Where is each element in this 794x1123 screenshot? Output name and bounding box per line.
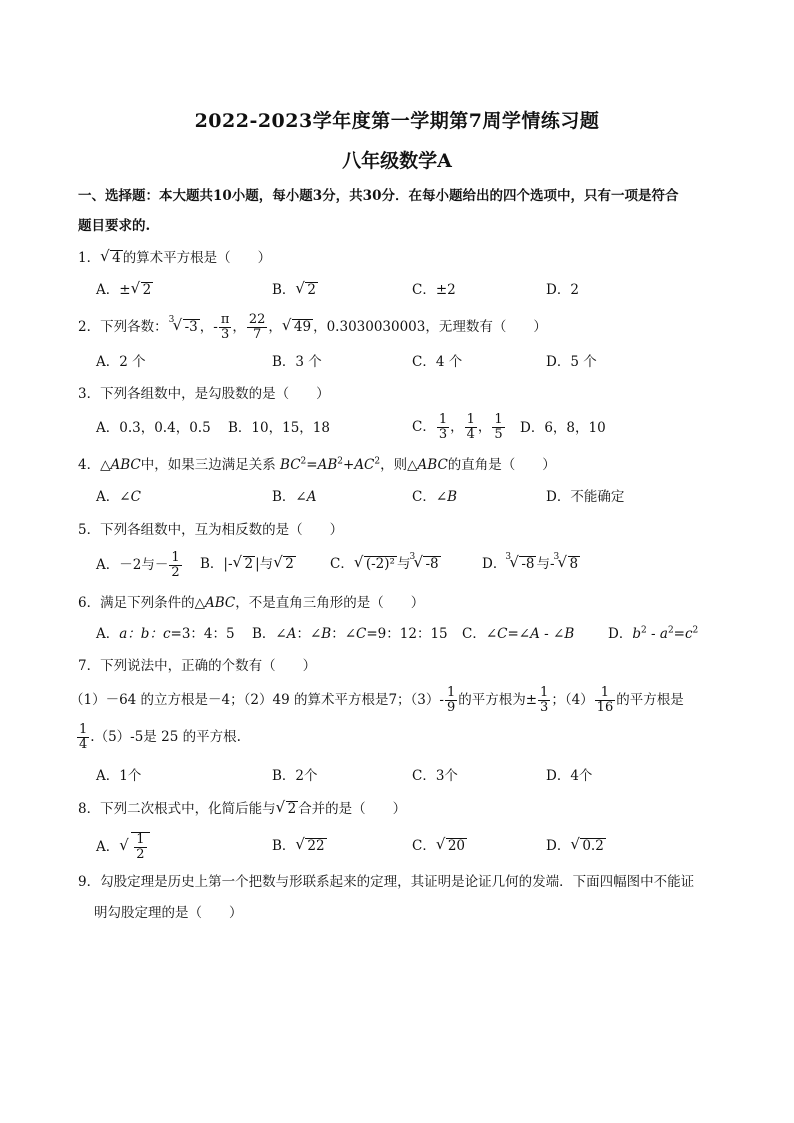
q7-statements-line2: $\frac{1}{4}$ .（5）-5是 25 的平方根. [79,722,241,752]
question-7: 7．下列说法中，正确的个数有（ ） [78,658,317,674]
q4-option-a: A．∠C [96,489,141,505]
q7-option-a: A．1个 [96,768,142,784]
q2-option-d: D．5 个 [546,354,597,370]
q1-number: 1． [78,250,101,266]
q7-option-c: C．3个 [412,768,458,784]
q5-option-c: C．√ (-2)² 与 √ 3 -8 [330,554,441,574]
q3-option-a: A．0.3，0.4，0.5 [96,420,211,436]
question-9-line2: 明勾股定理的是（ ） [94,905,243,921]
q8-option-b: B．√ 22 [272,836,327,856]
q4-option-b: B．∠A [272,489,317,505]
question-5: 5．下列各组数中，互为相反数的是（ ） [78,522,344,538]
q1-option-c: C．±2 [412,282,456,298]
question-3: 3．下列各组数中，是勾股数的是（ ） [78,386,330,402]
q3-option-d: D．6，8，10 [520,420,606,436]
q2-option-c: C．4 个 [412,354,463,370]
page-title: 2022-2023学年度第一学期第7周学情练习题 [194,110,600,132]
page-subtitle: 八年级数学A [342,150,452,172]
q1-option-b: B．√ 2 [272,280,318,300]
q1-option-d: D．2 [546,282,579,298]
q4-option-d: D．不能确定 [546,489,625,505]
q7-option-b: B．2个 [272,768,318,784]
q6-option-c: C．∠C=∠A - ∠B [462,626,575,642]
question-4: 4．△ABC中，如果三边满足关系 $BC^2=AB^2+AC^2$，则△ABC的直角是（ ） [78,456,556,473]
q3-option-c: C． $\frac{1}{3}$ ， $\frac{1}{4}$ ， $\frac{1}{5}$ [412,412,503,442]
question-1 [78,248,271,268]
q2-option-b: B．3 个 [272,354,322,370]
q8-option-d: D．√ 0.2 [546,836,606,856]
q5-option-a: A．－2与－ $\frac{1}{2}$ [96,550,180,580]
q6-option-a: A．a：b：c=3：4：5 [96,626,235,642]
q8-option-a: A． √ $\frac{1}{2}$ [96,828,150,866]
q6-option-d: D．$b^2 - a^2=c^2$ [608,625,699,642]
q5-option-b: B．|-√ 2 |与√ 2 [200,554,296,574]
sqrt-symbol: √ 4 [101,248,123,268]
section-heading-line1: 一、选择题：本大题共10小题，每小题3分，共30分．在每小题给出的四个选项中，只有一项是符合 [78,188,679,204]
fraction-22-7: $\frac{22}{7}$ [248,312,266,342]
q5-option-d: D． √ 3 -8 与- √ 3 8 [482,554,580,574]
fraction-pi-3: $\frac{\pi}{3}$ [220,312,230,342]
q3-option-b: B．10，15，18 [228,420,330,436]
q7-statements-line1: （1）－64 的立方根是－4；（2）49 的算术平方根是7；（3）- $\frac{1}{9}$ 的平方根为± $\frac{1}{3}$ ；（4） $\frac{1}{16}$ 的平方根是 [70,685,684,715]
q7-option-d: D．4个 [546,768,593,784]
q2-option-a: A．2 个 [96,354,146,370]
section-heading-line2: 题目要求的. [78,218,151,234]
question-2: 2．下列各数： √ 3 -3 ，- $\frac{\pi}{3}$ ， $\frac{22}{7}$ ，√ 49 ，0.3030030003，无理数有（ ） [78,313,547,342]
question-8: 8．下列二次根式中，化简后能与√ 2 合并的是（ ） [78,799,406,819]
q4-option-c: C．∠B [412,489,458,505]
question-6: 6．满足下列条件的△ABC，不是直角三角形的是（ ） [78,595,425,611]
q6-option-b: B．∠A：∠B：∠C=9：12：15 [252,626,448,642]
cube-root-symbol: √ 3 -3 [174,317,200,337]
q1-option-a: A．±√ 2 [96,280,153,300]
question-9-line1: 9．勾股定理是历史上第一个把数与形联系起来的定理，其证明是论证几何的发端．下面四幅图中不能证 [78,874,695,890]
q8-option-c: C．√ 20 [412,836,467,856]
q1-text: 的算术平方根是（ ） [122,250,272,266]
